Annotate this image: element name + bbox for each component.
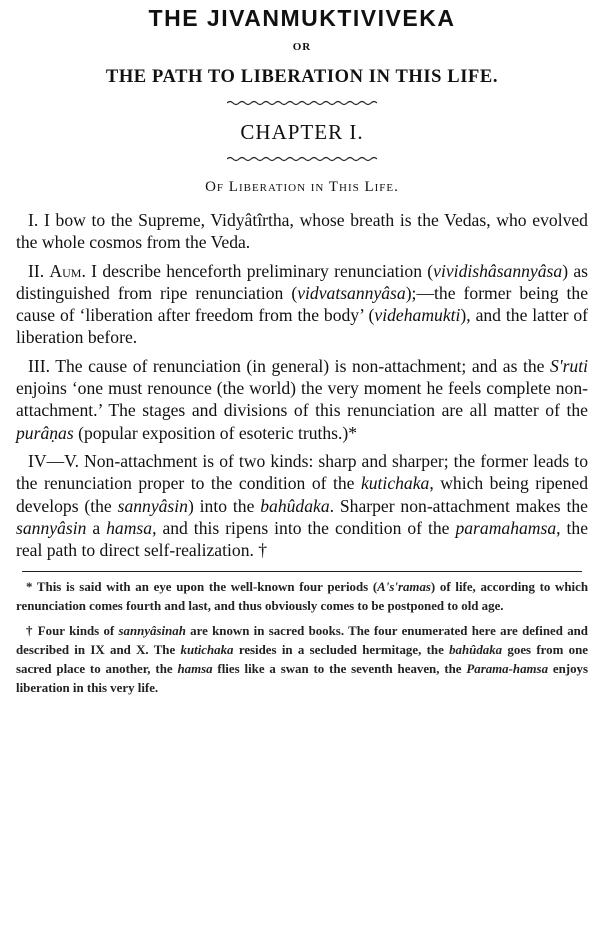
paragraph-text: Non-attachment is of two kinds: sharp and sharper; the former leads to the renunciation proper to the condition of the xyxy=(16,450,588,494)
footnote-text: resides in a secluded hermitage, the xyxy=(233,643,450,658)
paragraph-number: I. xyxy=(28,210,39,230)
book-subtitle: THE PATH TO LIBERATION IN THIS LIFE. xyxy=(105,67,499,87)
paragraph-text: ), and the latter of liberation before. xyxy=(16,305,588,348)
section-title: Of Liberation in This Life. xyxy=(205,179,399,195)
sanskrit-term: vividishâsannyâsa xyxy=(433,260,563,281)
footnote-text: ) of life, according to which renunciation comes fourth and last, and thus obviously comes to be postponed to old age. xyxy=(16,580,588,614)
sanskrit-term: bahûdaka xyxy=(260,495,330,516)
paragraph-text: , which being ripened develops (the xyxy=(16,473,588,516)
footnote-dagger xyxy=(16,622,588,698)
footnote-text: goes from one sacred place to another, the xyxy=(16,643,588,677)
paragraph-text: enjoins ‘one must renounce (the world) the very moment he feels complete non-attachment.’ The stages and divisions of this renunciation are all matter of the xyxy=(16,378,588,421)
sanskrit-term: A's'ramas xyxy=(377,580,431,595)
paragraph-text: );—the former being the cause of ‘liberation after freedom from the body’ ( xyxy=(16,282,589,326)
paragraph-3 xyxy=(16,355,588,444)
wavy-rule-ornament xyxy=(227,155,377,163)
footnote-text: * This is said with an eye upon the well-known four periods ( xyxy=(26,580,378,595)
paragraph-text: ) as distinguished from ripe renunciation ( xyxy=(16,260,588,303)
paragraph-text: ) into the xyxy=(187,495,261,516)
paragraph-number: III. xyxy=(28,355,50,376)
title-conjunction: OR xyxy=(292,41,312,53)
paragraph-number: IV—V. xyxy=(28,450,79,471)
footnote-text: † Four kinds of xyxy=(26,624,119,639)
footnotes xyxy=(16,578,588,698)
sanskrit-term: sannyâsinah xyxy=(118,624,186,639)
sanskrit-term: purâṇas xyxy=(16,422,74,443)
paragraph-text: . Sharper non-attachment makes the xyxy=(329,495,588,516)
paragraph-text: , and this ripens into the condition of the xyxy=(152,517,456,538)
paragraph-text: , the real path to direct self-realization. † xyxy=(16,517,588,561)
paragraph-text: I describe henceforth preliminary renunciation ( xyxy=(91,260,434,281)
sanskrit-term: sannyâsin xyxy=(117,495,188,516)
footnote-text: flies like a swan to the seventh heaven, the xyxy=(212,662,467,677)
book-title: THE JIVANMUKTIVIVEKA xyxy=(148,5,456,31)
sanskrit-term: S'ruti xyxy=(550,355,588,376)
sanskrit-term: bahûdaka xyxy=(449,643,503,658)
footnote-text: enjoys liberation in this very life. xyxy=(16,662,588,696)
paragraph-text: The cause of renunciation (in general) is non-attachment; and as the xyxy=(55,355,551,376)
sanskrit-term: Parama-hamsa xyxy=(466,662,549,677)
main-text xyxy=(16,209,588,561)
sanskrit-term: vidvatsannyâsa xyxy=(297,282,406,303)
sanskrit-term: kutichaka xyxy=(360,473,430,494)
paragraph-1 xyxy=(16,209,588,254)
paragraph-text: a xyxy=(86,517,107,538)
paragraph-4 xyxy=(16,450,588,561)
sanskrit-term: kutichaka xyxy=(180,643,234,658)
footnote-divider xyxy=(22,571,582,572)
sanskrit-term: hamsa xyxy=(106,517,153,538)
footnote-text: are known in sacred books. The four enumerated here are defined and described in IX and X. The xyxy=(16,624,588,658)
sanskrit-term: videhamukti xyxy=(374,305,461,326)
sanskrit-term: paramahamsa xyxy=(455,517,557,538)
paragraph-number: II. xyxy=(28,260,45,281)
paragraph-2 xyxy=(16,260,588,349)
chapter-heading: CHAPTER I. xyxy=(240,120,364,144)
paragraph-text: I bow to the Supreme, Vidyâtîrtha, whose breath is the Vedas, who evolved the whole cosmos from the Veda. xyxy=(16,210,588,253)
footnote-asterisk xyxy=(16,578,588,616)
sanskrit-term: sannyâsin xyxy=(16,517,87,538)
wavy-rule-ornament xyxy=(227,99,377,107)
sanskrit-term: hamsa xyxy=(177,662,213,677)
invocation-aum: Aum. xyxy=(49,260,86,281)
paragraph-text: (popular exposition of esoteric truths.)* xyxy=(73,422,358,443)
